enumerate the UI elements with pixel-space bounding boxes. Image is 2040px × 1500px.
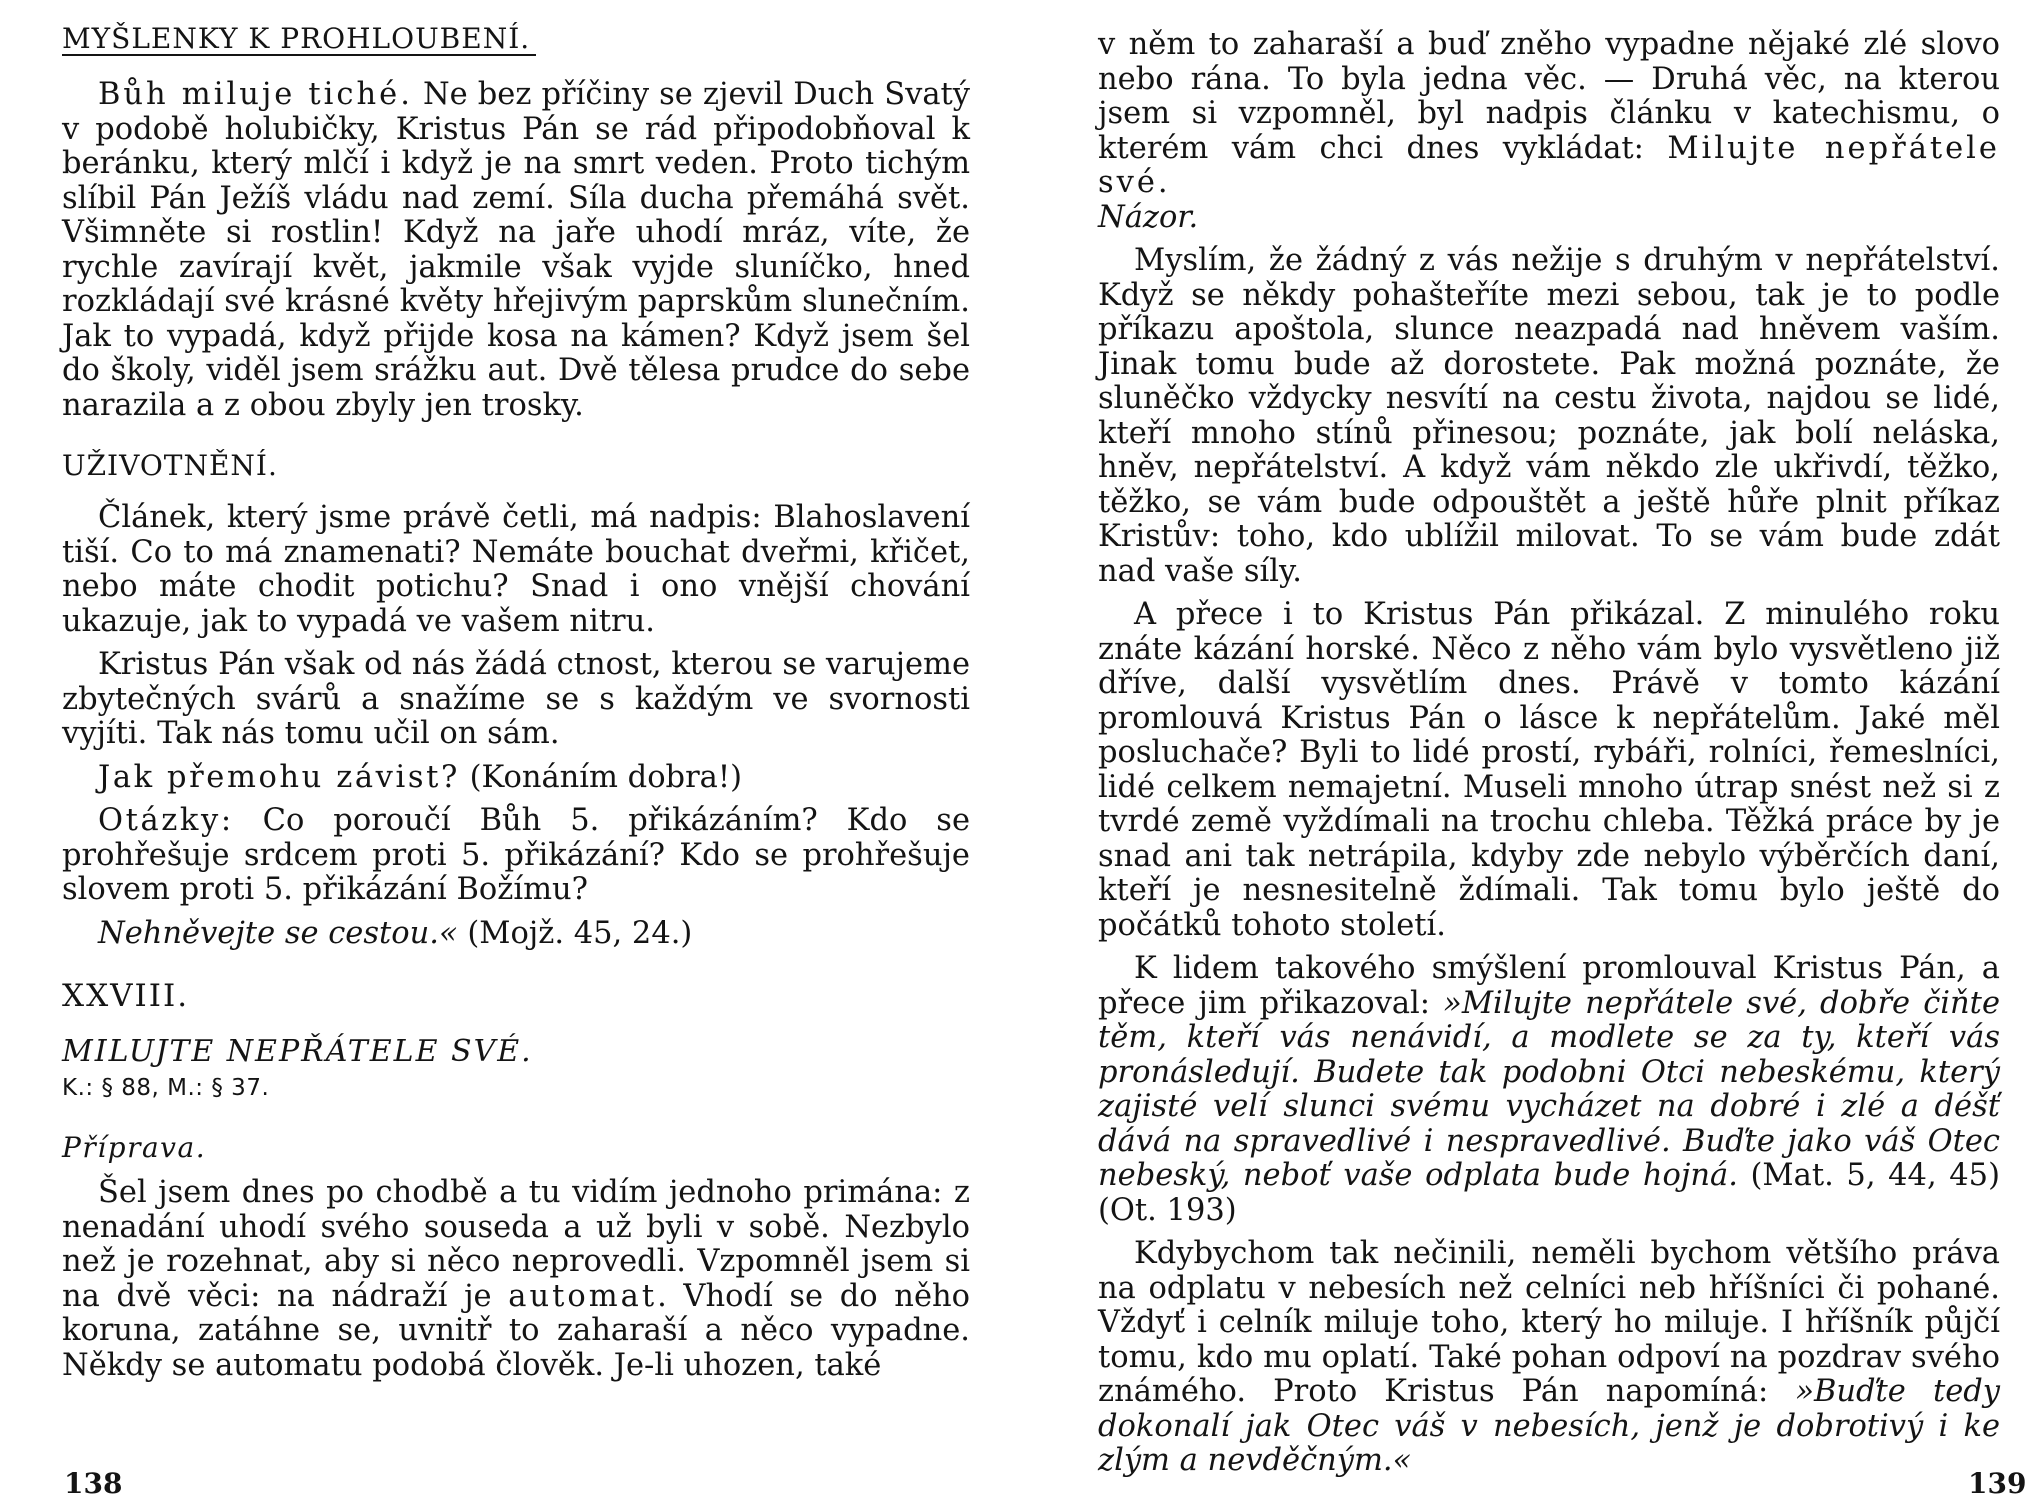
page-number-right: 139 <box>1968 1467 2027 1500</box>
quote-italic: Nehněvejte se cestou.« <box>98 915 458 951</box>
paragraph-text: Kdybychom tak nečinili, neměli bychom většího práva na odplatu v nebesích než celníci neb hříšníci či pohané. Vždyť i celník miluje toho, který ho miluje. I hříšník půjčí tomu, kdo mu oplatí. Také pohan odpoví na pozdrav svého známého. Proto Kristus Pán napomíná: <box>1098 1236 2000 1409</box>
scripture-quote: »Milujte nepřátele své, dobře čiňte těm, kteří vás nenávidí, a modlete se za ty, kteří vás pronásledují. Budete tak podobni Otci nebeskému, který zajisté velí slunci svému vycházet na dobré i zlé a déšť dává na spravedlivé i nespravedlivé. Buďte jako váš Otec nebeský, neboť vaše odplata bude hojná. <box>1098 985 2000 1193</box>
emphasis-spaced: Jak přemohu závist? <box>98 759 460 795</box>
quote-reference: (Mojž. 45, 24.) <box>457 915 693 951</box>
paragraph-text: v něm to zaharaší a buď zněho vypadne nějaké zlé slovo nebo rána. To byla jedna věc. — Druhá věc, na kterou jsem si vzpomněl, byl nadpis článku v katechismu, o kterém vám chci dnes vykládat: <box>1098 27 2000 166</box>
paragraph-quote <box>62 917 970 952</box>
paragraph-text: . Vhodí se do něho koruna, zatáhne se, uvnitř to zaharaší a něco vypadne. Někdy se automatu podobá člověk. Je-li uhozen, také <box>62 1278 971 1383</box>
paragraph-envy-question <box>62 761 970 796</box>
emphasis-spaced: Bůh miluje tiché. <box>98 77 413 112</box>
paragraph-god-loves-quiet <box>62 78 970 423</box>
scripture-quote: »Buďte tedy dokonalí jak Otec váš v nebesích, jenž je dobrotivý i ke zlým a nevděčným.« <box>1098 1374 2000 1478</box>
view-heading: Názor. <box>1098 199 1199 235</box>
preparation-heading: Příprava. <box>62 1131 207 1164</box>
paragraph-continuation <box>1098 28 2000 235</box>
section-heading-text: MYŠLENKY K PROHLOUBENÍ. <box>62 24 536 56</box>
paragraph-text: Ne bez příčiny se zjevil Duch Svatý v podobě holubičky, Kristus Pán se rád připodobňoval k beránku, který mlčí i když je na smrt veden. Proto tichým slíbil Pán Ježíš vládu nad zemí. Síla ducha přemáhá svět. Všimněte si rostlin! Když na jaře uhodí mráz, víte, že rychle zavírají květ, jakmile však vyjde sluníčko, hned rozkládají své krásné květy hřejivým paprskům slunečním. Jak to vypadá, když přijde kosa na kámen? Když jsem šel do školy, viděl jsem srážku aut. Dvě tělesa prudce do sebe narazila a z obou zbyly jen trosky. <box>62 77 970 423</box>
paragraph-perfect <box>1098 1237 2000 1479</box>
emphasis-spaced: Milujte nepřátele své. <box>1098 130 2000 200</box>
paragraph-enmity: Myslím, že žádný z vás nežije s druhým v nepřátelství. Když se někdy pohašteříte mezi sebou, tak je to podle příkazu apoštola, slunce neazpadá nad hněvem vaším. Jinak tomu bude až dorostete. Pak možná poznáte, že sluněčko vždycky nesvítí na cestu života, najdou se lidé, kteří mnoho stínů přinesou; poznáte, jak bolí neláska, hněv, nepřátelství. A když vám někdo zle ukřivdí, těžko, těžko, se vám bude odpouštět a ještě hůře plnit příkaz Kristův: toho, kdo ublížil milovat. To se vám bude zdát nad vaše síly. <box>1098 243 2000 589</box>
scripture-reference: (Mat. 5, 44, 45) (Ot. 193) <box>1098 1158 2000 1228</box>
right-column-text <box>1098 28 2000 1479</box>
paragraph-virtue: Kristus Pán však od nás žádá ctnost, kterou se varujeme zbytečných svárů a snažíme se s každým ve svornosti vyjíti. Tak nás tomu učil on sám. <box>62 647 970 751</box>
paragraph-text: K lidem takového smýšlení promlouval Kristus Pán, a přece jim přikazoval: <box>1098 951 2000 1021</box>
paragraph-questions <box>62 804 970 908</box>
left-column-text <box>62 78 970 423</box>
application-text <box>62 501 970 951</box>
chapter-references: K.: § 88, M.: § 37. <box>62 1075 270 1101</box>
paragraph-article: Článek, který jsme právě četli, má nadpis: Blahoslavení tiší. Co to má znamenati? Nemáte bouchat dveřmi, křičet, nebo máte chodit potichu? Snad i ono vnější chování ukazuje, jak to vypadá ve vašem nitru. <box>62 500 970 639</box>
paragraph-love-enemies <box>1098 952 2000 1228</box>
paragraph-text: Šel jsem dnes po chodbě a tu vidím jednoho primána: z nenadání uhodí svého souseda a už byli v sobě. Nezbylo než je rozehnat, aby si něco neprovedli. Vzpomněl jsem si na dvě věci: na nádraží je <box>62 1175 970 1314</box>
chapter-title: MILUJTE NEPŘÁTELE SVÉ. <box>62 1034 533 1069</box>
emphasis-spaced: Otázky: <box>98 803 234 838</box>
section-heading-application: UŽIVOTNĚNÍ. <box>62 449 278 482</box>
right-page <box>1098 0 2000 1479</box>
paragraph-text: Co poroučí Bůh 5. přikázáním? Kdo se prohřešuje srdcem proti 5. přikázání? Kdo se prohřešuje slovem proti 5. přikázání Božímu? <box>62 803 970 907</box>
page-number-left: 138 <box>64 1467 123 1500</box>
paragraph-sermon: A přece i to Kristus Pán přikázal. Z minulého roku znáte kázání horské. Něco z něho vám bylo vysvětleno již dříve, další vysvětlím dnes. Právě v tomto kázání promlouvá Kristus Pán o lásce k nepřátelům. Jaké měl posluchače? Byli to lidé prostí, rybáři, rolníci, řemeslníci, lidé celkem nemajetní. Museli mnoho útrap snést než si z tvrdé země vyždímali na trochu chleba. Těžká práce by je snad ani tak netrápila, kdyby zde nebylo výběrčích daní, kteří je nesnesitelně ždímali. Tak tomu bylo ještě do počátků tohoto století. <box>1098 597 2000 943</box>
chapter-number: XXVIII. <box>62 978 190 1014</box>
paragraph-text: (Konáním dobra!) <box>459 759 743 795</box>
preparation-text <box>62 1176 970 1383</box>
emphasis-spaced: automat <box>508 1278 658 1314</box>
left-page <box>62 0 970 1383</box>
section-heading-deepening <box>62 22 970 56</box>
paragraph-corridor <box>62 1176 970 1383</box>
